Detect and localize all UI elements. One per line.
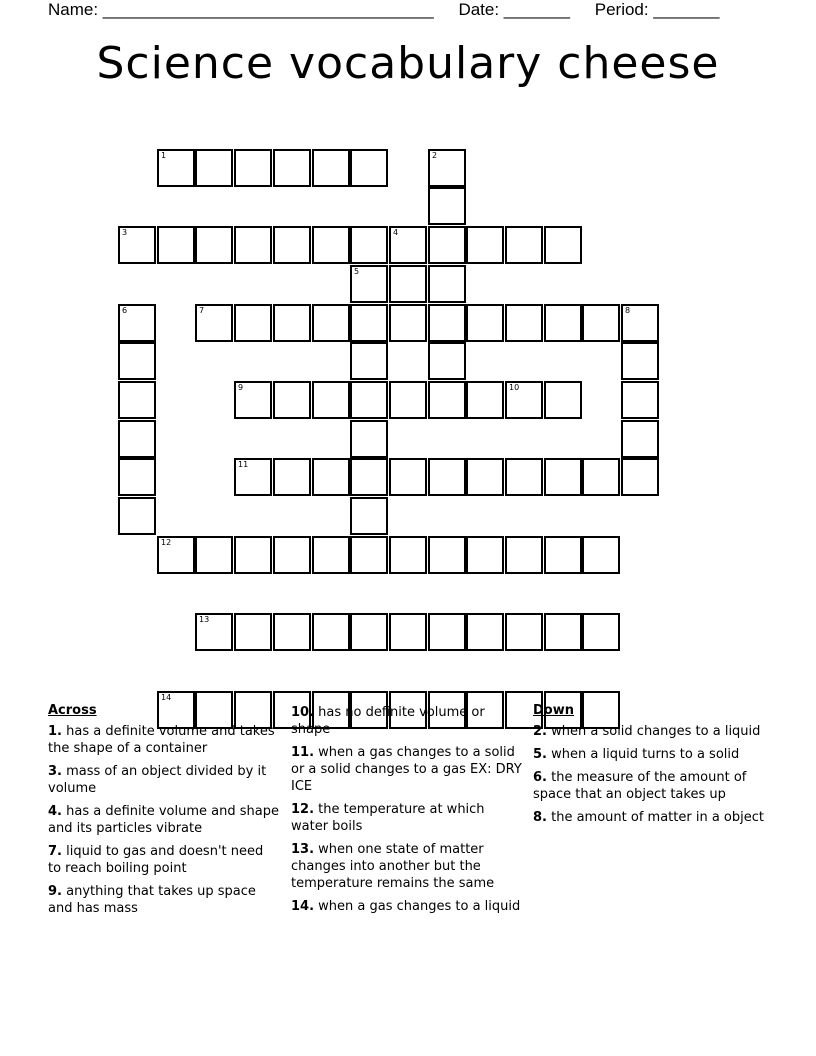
clue-text: mass of an object divided by it volume: [48, 764, 267, 796]
clue-number: 1.: [48, 724, 62, 739]
crossword-cell[interactable]: [505, 458, 543, 496]
cell-number: 13: [199, 615, 210, 624]
crossword-cell[interactable]: [118, 420, 156, 458]
clue-number: 13.: [291, 842, 315, 857]
crossword-cell[interactable]: [621, 420, 659, 458]
crossword-cell[interactable]: [544, 613, 582, 651]
cell-number: 2: [432, 151, 438, 160]
clue-text: when one state of matter changes into another but the temperature remains the same: [291, 842, 495, 891]
crossword-cell[interactable]: [428, 613, 466, 651]
crossword-cell[interactable]: [195, 304, 233, 342]
clue-item: [533, 809, 765, 826]
crossword-cell[interactable]: [234, 458, 272, 496]
clue-number: 3.: [48, 764, 62, 779]
clue-text: the temperature at which water boils: [291, 802, 485, 834]
cell-number: 14: [161, 693, 172, 702]
crossword-cell[interactable]: [582, 536, 620, 574]
clue-item: [291, 744, 523, 795]
cell-number: 6: [122, 306, 128, 315]
clue-item: [291, 801, 523, 835]
page-title: Science vocabulary cheese: [96, 38, 720, 89]
crossword-cell[interactable]: [544, 381, 582, 419]
crossword-cell[interactable]: [312, 226, 350, 264]
clue-item: [291, 898, 523, 915]
crossword-cell[interactable]: [350, 226, 388, 264]
cell-number: 12: [161, 538, 172, 547]
crossword-cell[interactable]: [389, 265, 427, 303]
crossword-cell[interactable]: [350, 420, 388, 458]
crossword-cell[interactable]: [273, 536, 311, 574]
crossword-cell[interactable]: [389, 381, 427, 419]
clue-item: [533, 746, 765, 763]
clue-item: [48, 803, 280, 837]
crossword-cell[interactable]: [312, 149, 350, 187]
crossword-cell[interactable]: [234, 149, 272, 187]
crossword-cell[interactable]: [350, 458, 388, 496]
clue-item: [291, 841, 523, 892]
crossword-cell[interactable]: [273, 458, 311, 496]
across-clue-list: [48, 723, 280, 917]
crossword-cell[interactable]: [505, 613, 543, 651]
crossword-cell[interactable]: [273, 304, 311, 342]
across-clue-list-continued: [291, 704, 523, 915]
crossword-cell[interactable]: [195, 613, 233, 651]
clue-number: 2.: [533, 724, 547, 739]
crossword-cell[interactable]: [157, 226, 195, 264]
period-field[interactable]: Period: _______: [594, 0, 720, 19]
crossword-cell[interactable]: [234, 613, 272, 651]
crossword-cell[interactable]: [350, 497, 388, 535]
crossword-cell[interactable]: [466, 304, 504, 342]
crossword-cell[interactable]: [582, 304, 620, 342]
cell-number: 1: [161, 151, 167, 160]
crossword-cell[interactable]: [621, 381, 659, 419]
clue-text: the amount of matter in a object: [551, 810, 764, 825]
clue-item: [48, 763, 280, 797]
crossword-cell[interactable]: [234, 381, 272, 419]
clue-text: liquid to gas and doesn't need to reach boiling point: [48, 844, 264, 876]
crossword-cell[interactable]: [466, 613, 504, 651]
clue-text: when a gas changes to a solid or a solid changes to a gas EX: DRY ICE: [291, 745, 522, 794]
cell-number: 10: [509, 383, 520, 392]
across-clues: [48, 702, 280, 923]
clue-number: 14.: [291, 899, 315, 914]
crossword-cell[interactable]: [234, 226, 272, 264]
crossword-cell[interactable]: [273, 381, 311, 419]
crossword-cell[interactable]: [350, 149, 388, 187]
crossword-cell[interactable]: [350, 381, 388, 419]
clue-number: 10.: [291, 705, 315, 720]
crossword-cell[interactable]: [428, 226, 466, 264]
clue-item: [48, 843, 280, 877]
crossword-cell[interactable]: [621, 304, 659, 342]
clue-text: when a gas changes to a liquid: [318, 899, 521, 914]
crossword-cell[interactable]: [428, 265, 466, 303]
crossword-cell[interactable]: [234, 304, 272, 342]
crossword-cell[interactable]: [350, 613, 388, 651]
clue-number: 7.: [48, 844, 62, 859]
crossword-cell[interactable]: [544, 458, 582, 496]
crossword-cell[interactable]: [350, 265, 388, 303]
clue-text: has a definite volume and takes the shape of a container: [48, 724, 275, 756]
cell-number: 8: [625, 306, 631, 315]
clue-text: anything that takes up space and has mass: [48, 884, 256, 916]
crossword-cell[interactable]: [312, 458, 350, 496]
crossword-cell[interactable]: [544, 226, 582, 264]
crossword-cell[interactable]: [273, 613, 311, 651]
crossword-cell[interactable]: [312, 304, 350, 342]
down-heading: Down: [533, 703, 574, 718]
name-field[interactable]: Name: ___________________________________: [48, 0, 434, 19]
clue-text: when a liquid turns to a solid: [551, 747, 740, 762]
crossword-cell[interactable]: [505, 536, 543, 574]
crossword-cell[interactable]: [195, 536, 233, 574]
crossword-cell[interactable]: [273, 149, 311, 187]
clue-text: when a solid changes to a liquid: [551, 724, 761, 739]
down-clue-list: [533, 723, 765, 826]
cell-number: 7: [199, 306, 205, 315]
clue-item: [291, 704, 523, 738]
crossword-cell[interactable]: [157, 149, 195, 187]
cell-number: 11: [238, 460, 249, 469]
cell-number: 4: [393, 228, 399, 237]
crossword-cell[interactable]: [428, 304, 466, 342]
crossword-cell[interactable]: [195, 149, 233, 187]
crossword-cell[interactable]: [621, 458, 659, 496]
clue-number: 6.: [533, 770, 547, 785]
crossword-cell[interactable]: [350, 536, 388, 574]
crossword-cell[interactable]: [312, 613, 350, 651]
clue-number: 9.: [48, 884, 62, 899]
crossword-cell[interactable]: [118, 226, 156, 264]
crossword-cell[interactable]: [505, 304, 543, 342]
crossword-cell[interactable]: [582, 458, 620, 496]
crossword-cell[interactable]: [312, 536, 350, 574]
clue-item: [533, 769, 765, 803]
cell-number: 3: [122, 228, 128, 237]
across-clues-continued: [291, 704, 523, 921]
across-heading: Across: [48, 703, 97, 718]
crossword-cell[interactable]: [234, 536, 272, 574]
clue-number: 11.: [291, 745, 315, 760]
crossword-cell[interactable]: [118, 497, 156, 535]
crossword-cell[interactable]: [466, 458, 504, 496]
clue-text: has no definite volume or shape: [291, 705, 485, 737]
crossword-cell[interactable]: [312, 381, 350, 419]
crossword-cell[interactable]: [544, 304, 582, 342]
clue-number: 5.: [533, 747, 547, 762]
date-field[interactable]: Date: _______: [458, 0, 570, 19]
crossword-cell[interactable]: [350, 304, 388, 342]
clue-item: [48, 883, 280, 917]
crossword-cell[interactable]: [389, 536, 427, 574]
clue-number: 4.: [48, 804, 62, 819]
crossword-cell[interactable]: [582, 613, 620, 651]
worksheet-header: [48, 0, 740, 20]
clue-number: 12.: [291, 802, 315, 817]
clue-item: [48, 723, 280, 757]
crossword-cell[interactable]: [118, 458, 156, 496]
cell-number: 5: [354, 267, 360, 276]
crossword-cell[interactable]: [505, 381, 543, 419]
crossword-cell[interactable]: [157, 536, 195, 574]
crossword-cell[interactable]: [389, 226, 427, 264]
crossword-cell[interactable]: [505, 226, 543, 264]
clue-number: 8.: [533, 810, 547, 825]
crossword-cell[interactable]: [428, 149, 466, 187]
cell-number: 9: [238, 383, 244, 392]
crossword-cell[interactable]: [389, 613, 427, 651]
crossword-cell[interactable]: [466, 381, 504, 419]
crossword-cell[interactable]: [466, 226, 504, 264]
crossword-cell[interactable]: [118, 342, 156, 380]
crossword-cell[interactable]: [118, 304, 156, 342]
crossword-cell[interactable]: [350, 342, 388, 380]
clue-text: the measure of the amount of space that an object takes up: [533, 770, 747, 802]
crossword-cell[interactable]: [428, 536, 466, 574]
crossword-cell[interactable]: [195, 226, 233, 264]
crossword-cell[interactable]: [544, 536, 582, 574]
down-clues: [533, 702, 765, 832]
crossword-cell[interactable]: [466, 536, 504, 574]
crossword-cell[interactable]: [389, 304, 427, 342]
crossword-cell[interactable]: [428, 187, 466, 225]
crossword-cell[interactable]: [428, 381, 466, 419]
crossword-cell[interactable]: [118, 381, 156, 419]
clue-item: [533, 723, 765, 740]
crossword-cell[interactable]: [389, 458, 427, 496]
crossword-cell[interactable]: [621, 342, 659, 380]
crossword-cell[interactable]: [428, 342, 466, 380]
crossword-cell[interactable]: [428, 458, 466, 496]
crossword-cell[interactable]: [273, 226, 311, 264]
clue-text: has a definite volume and shape and its particles vibrate: [48, 804, 279, 836]
